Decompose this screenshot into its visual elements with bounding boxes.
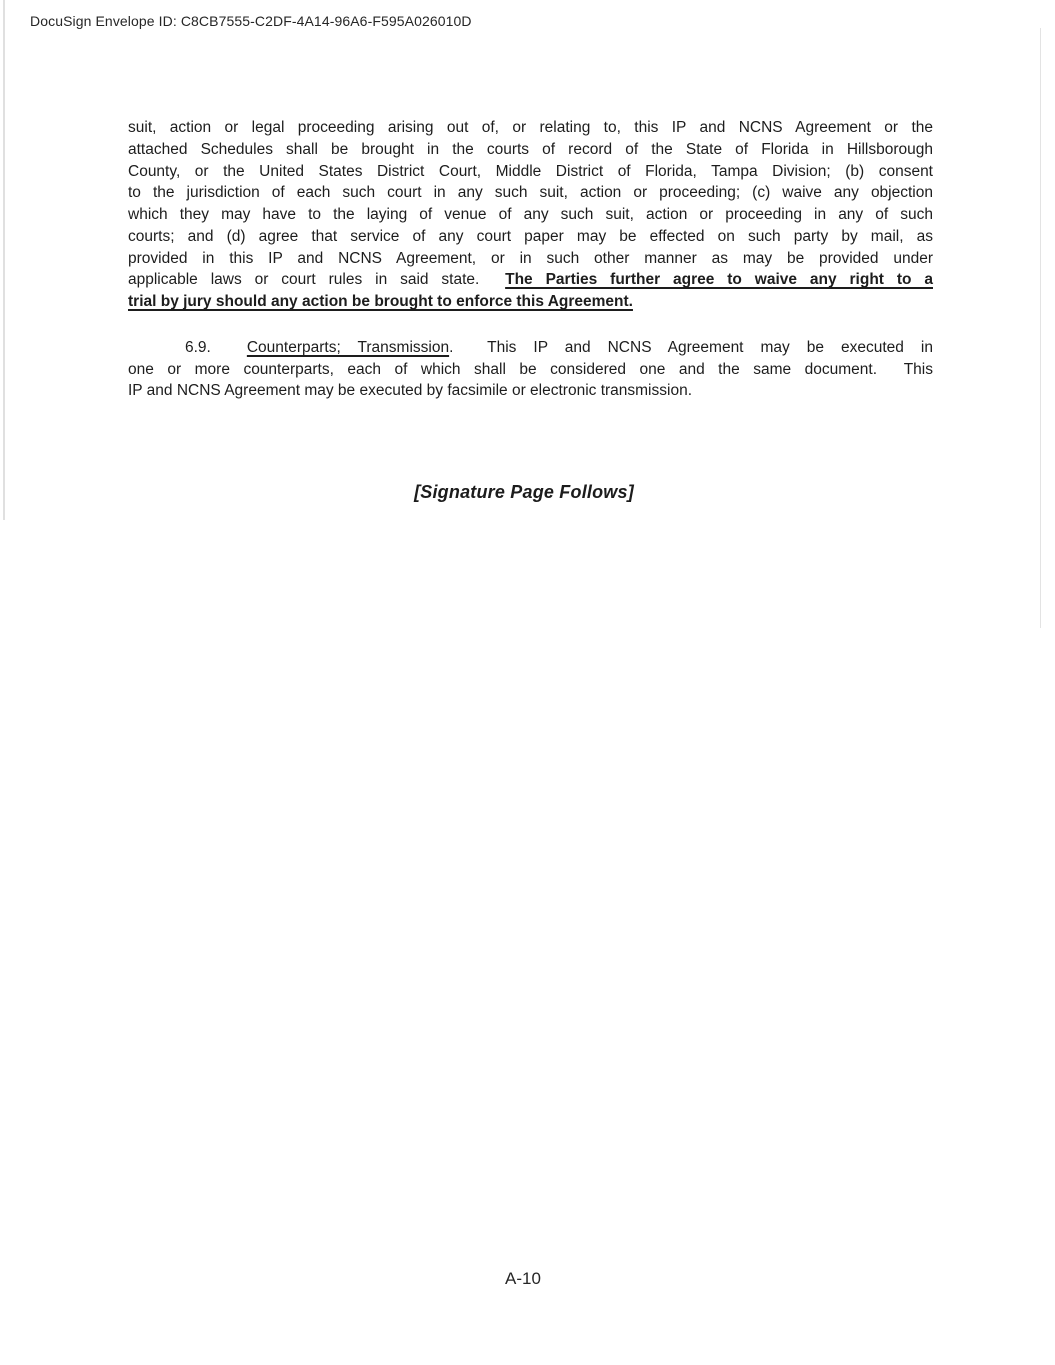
- text-segment: 6.9.: [185, 338, 211, 356]
- text-segment: The Parties further agree to waive any right to a: [505, 271, 933, 289]
- text-segment: Counterparts; Transmission: [246, 338, 450, 356]
- text-segment: County, or the United States District Court, Middle District of Florida, Tampa Division; (b) consent: [128, 162, 933, 180]
- text-segment: IP and NCNS Agreement may be executed by facsimile or electronic transmission.: [128, 382, 692, 400]
- docusign-envelope-id: DocuSign Envelope ID: C8CB7555-C2DF-4A14-96A6-F595A026010D: [30, 13, 472, 29]
- paragraph: [128, 117, 933, 313]
- text-segment: applicable laws or court rules in said state.: [128, 271, 506, 289]
- text-line: [128, 226, 933, 248]
- text-line: [128, 182, 933, 204]
- text-segment: trial by jury should any action be brought to enforce this Agreement.: [128, 293, 633, 310]
- text-line: [128, 380, 933, 402]
- text-segment: one or more counterparts, each of which shall be considered one and the same document. This: [128, 360, 933, 378]
- text-line: [128, 161, 933, 183]
- text-line: [128, 204, 933, 226]
- text-segment: . This IP and NCNS Agreement may be executed in: [449, 338, 933, 356]
- text-line: [128, 359, 933, 381]
- scan-artifact-left-edge: [3, 0, 5, 520]
- page-number: A-10: [505, 1269, 541, 1288]
- text-segment: attached Schedules shall be brought in the courts of record of the State of Florida in Hillsborough: [128, 140, 933, 158]
- text-line: [128, 139, 933, 161]
- text-segment: to the jurisdiction of each such court in any such suit, action or proceeding; (c) waive any objection: [128, 184, 933, 202]
- text-segment: suit, action or legal proceeding arising out of, or relating to, this IP and NCNS Agreement or the: [128, 119, 933, 136]
- text-segment: provided in this IP and NCNS Agreement, or in such other manner as may be provided under: [128, 249, 933, 267]
- tab-indent: [128, 351, 185, 352]
- text-segment: courts; and (d) agree that service of any court paper may be effected on such party by mail, as: [128, 227, 933, 245]
- text-line: [128, 248, 933, 270]
- scan-artifact-right-edge: [1040, 28, 1041, 628]
- paragraph: [128, 337, 933, 402]
- text-segment: which they may have to the laying of venue of any such suit, action or proceeding in any of such: [128, 206, 933, 223]
- text-line: [128, 269, 933, 291]
- text-line: [128, 291, 933, 313]
- tab-indent: [211, 351, 247, 352]
- text-line: [128, 117, 933, 139]
- signature-page-note: [Signature Page Follows]: [414, 482, 634, 502]
- text-line: [128, 337, 933, 359]
- document-body: [128, 117, 933, 402]
